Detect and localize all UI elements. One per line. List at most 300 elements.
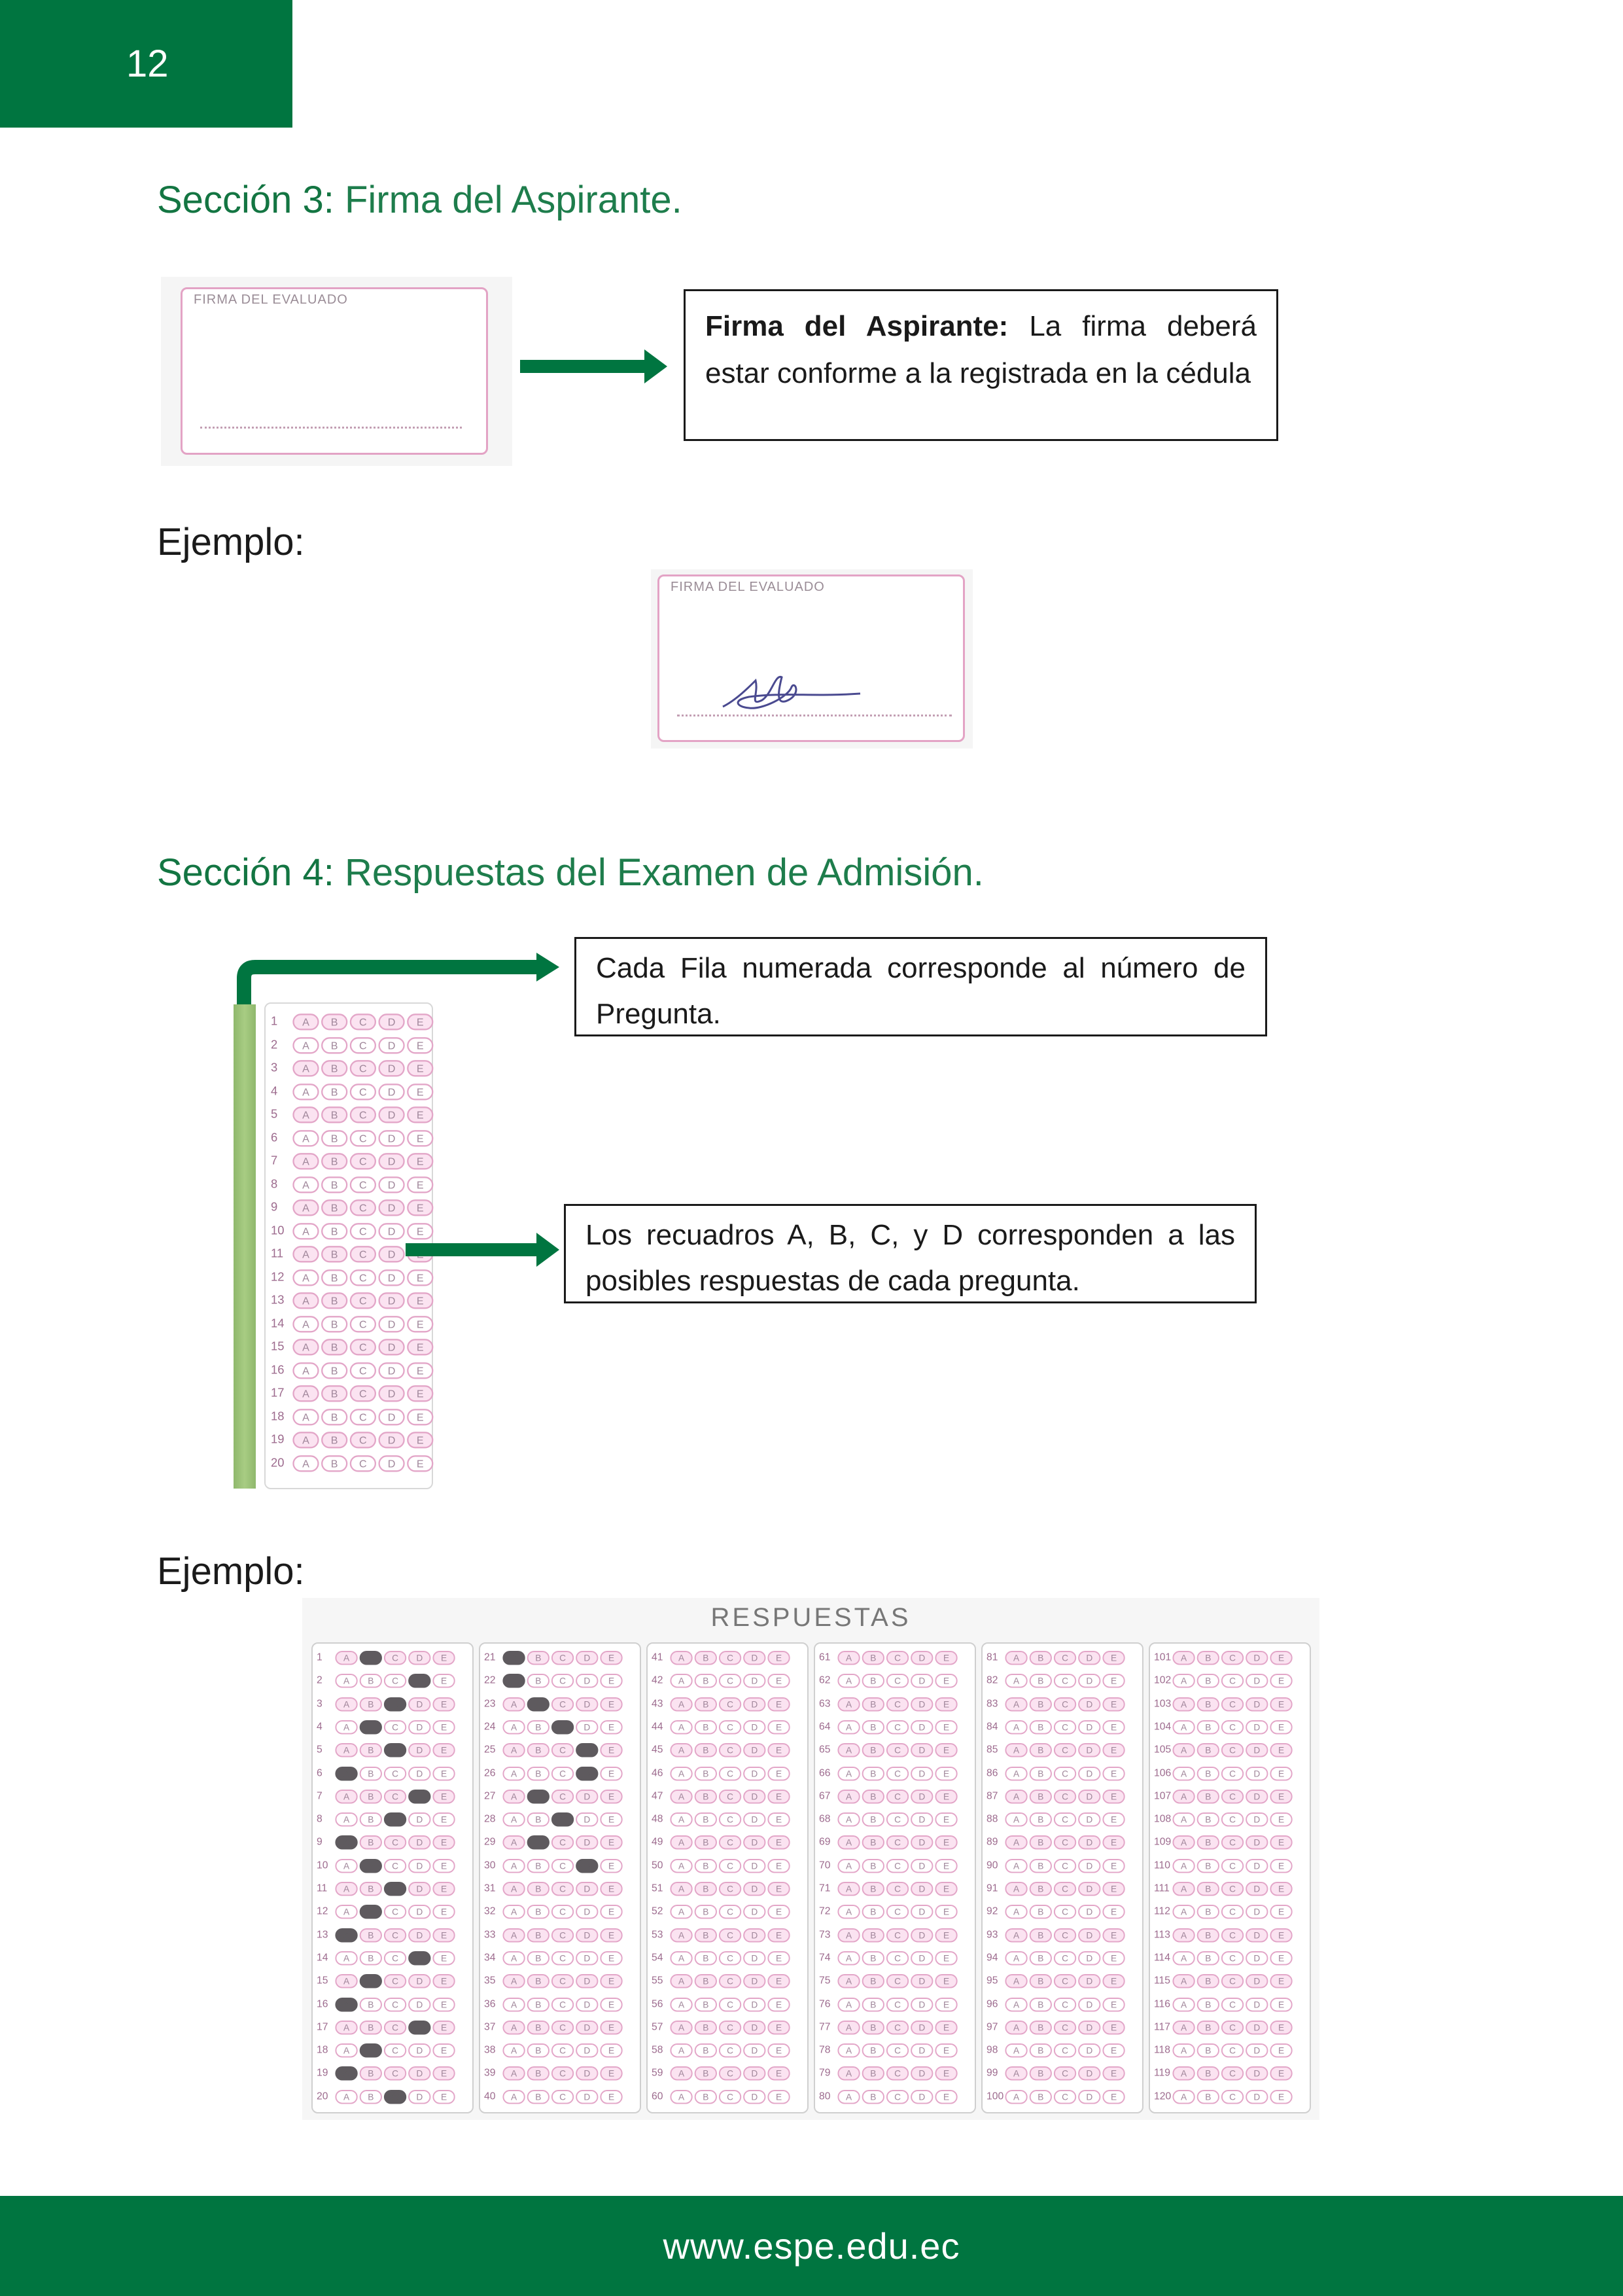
answer-bubble[interactable]: A bbox=[1005, 1905, 1027, 1919]
answer-bubble[interactable]: D bbox=[408, 1835, 430, 1850]
answer-bubble[interactable]: E bbox=[407, 1036, 433, 1053]
answer-bubble[interactable]: B bbox=[862, 1928, 884, 1942]
answer-bubble[interactable]: E bbox=[407, 1362, 433, 1378]
answer-bubble[interactable]: B bbox=[360, 2066, 382, 2081]
answer-bubble[interactable]: C bbox=[350, 1199, 376, 1216]
answer-bubble[interactable]: C bbox=[384, 2066, 406, 2081]
answer-bubble[interactable]: C bbox=[1054, 1951, 1076, 1965]
answer-bubble[interactable]: C bbox=[551, 1674, 574, 1688]
answer-bubble[interactable]: E bbox=[1102, 1858, 1125, 1873]
answer-bubble[interactable]: B bbox=[862, 1812, 884, 1827]
answer-bubble[interactable]: E bbox=[407, 1129, 433, 1146]
answer-bubble[interactable]: A bbox=[1172, 2066, 1195, 2081]
answer-bubble[interactable]: C bbox=[384, 1697, 406, 1711]
answer-bubble[interactable]: D bbox=[408, 1766, 430, 1780]
answer-bubble[interactable]: A bbox=[670, 1766, 692, 1780]
answer-bubble[interactable]: C bbox=[350, 1385, 376, 1402]
answer-bubble[interactable]: C bbox=[1221, 1951, 1244, 1965]
answer-bubble[interactable]: E bbox=[600, 2066, 622, 2081]
answer-bubble[interactable]: A bbox=[292, 1385, 319, 1402]
answer-bubble[interactable]: C bbox=[1054, 1766, 1076, 1780]
answer-bubble[interactable]: B bbox=[1197, 1789, 1219, 1803]
answer-bubble[interactable]: C bbox=[1054, 2043, 1076, 2058]
answer-bubble[interactable]: D bbox=[408, 2043, 430, 2058]
answer-bubble[interactable]: E bbox=[407, 1060, 433, 1076]
answer-bubble[interactable]: C bbox=[1221, 1674, 1244, 1688]
answer-bubble[interactable]: D bbox=[576, 1743, 598, 1757]
answer-bubble[interactable]: C bbox=[719, 1835, 741, 1850]
answer-bubble[interactable]: E bbox=[935, 1674, 957, 1688]
answer-bubble[interactable]: C bbox=[350, 1432, 376, 1448]
answer-bubble[interactable]: C bbox=[1221, 1858, 1244, 1873]
answer-bubble[interactable]: D bbox=[576, 1928, 598, 1942]
answer-bubble[interactable]: A bbox=[335, 1974, 357, 1988]
answer-bubble[interactable]: E bbox=[1102, 2043, 1125, 2058]
answer-bubble[interactable]: D bbox=[1078, 1674, 1100, 1688]
answer-bubble[interactable]: E bbox=[767, 1835, 790, 1850]
answer-bubble[interactable]: E bbox=[1270, 1905, 1292, 1919]
answer-bubble[interactable]: D bbox=[408, 1905, 430, 1919]
answer-bubble[interactable]: A bbox=[502, 1743, 525, 1757]
answer-bubble[interactable]: A bbox=[1172, 1905, 1195, 1919]
answer-bubble[interactable]: C bbox=[1221, 1720, 1244, 1734]
answer-bubble[interactable]: E bbox=[432, 1766, 455, 1780]
answer-bubble[interactable]: A bbox=[502, 2066, 525, 2081]
answer-bubble[interactable]: D bbox=[911, 1974, 933, 1988]
answer-bubble[interactable]: E bbox=[935, 1928, 957, 1942]
answer-bubble[interactable]: A bbox=[1172, 1858, 1195, 1873]
answer-bubble[interactable]: C bbox=[1054, 1674, 1076, 1688]
answer-bubble[interactable]: D bbox=[378, 1014, 404, 1030]
answer-bubble[interactable]: C bbox=[886, 1812, 909, 1827]
answer-bubble[interactable]: D bbox=[576, 1674, 598, 1688]
answer-bubble[interactable]: E bbox=[432, 1650, 455, 1665]
answer-bubble[interactable]: B bbox=[1030, 1789, 1052, 1803]
answer-bubble[interactable]: E bbox=[407, 1199, 433, 1216]
answer-bubble[interactable]: A bbox=[292, 1014, 319, 1030]
answer-bubble[interactable]: C bbox=[384, 1674, 406, 1688]
answer-bubble[interactable]: C bbox=[886, 1951, 909, 1965]
answer-bubble[interactable]: B bbox=[321, 1269, 347, 1285]
answer-bubble[interactable]: D bbox=[408, 1881, 430, 1896]
answer-bubble[interactable]: E bbox=[1270, 2043, 1292, 2058]
answer-bubble[interactable]: E bbox=[767, 1858, 790, 1873]
answer-bubble[interactable]: C bbox=[551, 1720, 574, 1734]
answer-bubble[interactable]: C bbox=[350, 1060, 376, 1076]
answer-bubble[interactable]: B bbox=[695, 1974, 717, 1988]
answer-bubble[interactable]: B bbox=[862, 2066, 884, 2081]
answer-bubble[interactable]: D bbox=[1078, 1951, 1100, 1965]
answer-bubble[interactable]: A bbox=[670, 1743, 692, 1757]
answer-bubble[interactable]: B bbox=[862, 1997, 884, 2011]
answer-bubble[interactable]: E bbox=[935, 2066, 957, 2081]
answer-bubble[interactable]: A bbox=[1172, 2043, 1195, 2058]
answer-bubble[interactable]: E bbox=[1270, 1881, 1292, 1896]
answer-bubble[interactable]: C bbox=[719, 1812, 741, 1827]
answer-bubble[interactable]: C bbox=[886, 1974, 909, 1988]
answer-bubble[interactable]: B bbox=[321, 1408, 347, 1424]
answer-bubble[interactable]: D bbox=[911, 2066, 933, 2081]
answer-bubble[interactable]: A bbox=[1172, 1743, 1195, 1757]
answer-bubble[interactable]: C bbox=[719, 2020, 741, 2034]
answer-bubble[interactable]: D bbox=[378, 1269, 404, 1285]
answer-bubble[interactable]: A bbox=[292, 1199, 319, 1216]
answer-bubble[interactable]: D bbox=[1078, 1743, 1100, 1757]
answer-bubble[interactable]: A bbox=[335, 2089, 357, 2104]
answer-bubble[interactable]: B bbox=[862, 1905, 884, 1919]
answer-bubble[interactable]: A bbox=[335, 1650, 357, 1665]
answer-bubble[interactable]: C bbox=[384, 1997, 406, 2011]
answer-bubble[interactable]: B bbox=[1197, 1997, 1219, 2011]
answer-bubble[interactable]: E bbox=[1102, 1881, 1125, 1896]
answer-bubble[interactable]: A bbox=[502, 2043, 525, 2058]
answer-bubble[interactable]: A bbox=[1005, 2089, 1027, 2104]
answer-bubble[interactable]: C bbox=[886, 1650, 909, 1665]
answer-bubble[interactable]: B bbox=[527, 1766, 550, 1780]
answer-bubble[interactable]: D bbox=[911, 1835, 933, 1850]
answer-bubble[interactable]: E bbox=[1102, 1674, 1125, 1688]
answer-bubble[interactable]: A bbox=[670, 1905, 692, 1919]
answer-bubble[interactable]: A bbox=[837, 1812, 860, 1827]
answer-bubble[interactable]: B bbox=[321, 1083, 347, 1099]
answer-bubble[interactable]: E bbox=[1270, 1974, 1292, 1988]
answer-bubble[interactable]: E bbox=[1270, 1766, 1292, 1780]
answer-bubble[interactable]: B bbox=[360, 1789, 382, 1803]
answer-bubble[interactable]: D bbox=[743, 1697, 765, 1711]
answer-bubble[interactable]: C bbox=[1054, 1697, 1076, 1711]
answer-bubble[interactable]: E bbox=[935, 1858, 957, 1873]
answer-bubble[interactable]: A bbox=[335, 2043, 357, 2058]
answer-bubble[interactable]: E bbox=[935, 1650, 957, 1665]
answer-bubble[interactable]: C bbox=[886, 1674, 909, 1688]
answer-bubble[interactable]: E bbox=[407, 1292, 433, 1309]
answer-bubble[interactable]: C bbox=[384, 1951, 406, 1965]
answer-bubble[interactable]: D bbox=[743, 2020, 765, 2034]
answer-bubble[interactable]: E bbox=[935, 1997, 957, 2011]
answer-bubble[interactable]: D bbox=[378, 1385, 404, 1402]
answer-bubble[interactable]: A bbox=[837, 1650, 860, 1665]
answer-bubble[interactable]: B bbox=[527, 1812, 550, 1827]
answer-bubble[interactable]: C bbox=[719, 1743, 741, 1757]
answer-bubble[interactable]: C bbox=[719, 1720, 741, 1734]
answer-bubble[interactable]: E bbox=[432, 1720, 455, 1734]
answer-bubble[interactable]: A bbox=[502, 1674, 525, 1688]
answer-bubble[interactable]: C bbox=[1221, 1974, 1244, 1988]
answer-bubble[interactable]: E bbox=[432, 1997, 455, 2011]
answer-bubble[interactable]: E bbox=[600, 1997, 622, 2011]
answer-bubble[interactable]: D bbox=[378, 1362, 404, 1378]
answer-bubble[interactable]: C bbox=[886, 1720, 909, 1734]
answer-bubble[interactable]: A bbox=[1005, 2043, 1027, 2058]
answer-bubble[interactable]: B bbox=[1197, 1674, 1219, 1688]
answer-bubble[interactable]: B bbox=[527, 1697, 550, 1711]
answer-bubble[interactable]: C bbox=[1054, 1743, 1076, 1757]
answer-bubble[interactable]: C bbox=[384, 1835, 406, 1850]
answer-bubble[interactable]: E bbox=[767, 1974, 790, 1988]
answer-bubble[interactable]: A bbox=[1172, 1835, 1195, 1850]
answer-bubble[interactable]: C bbox=[350, 1153, 376, 1169]
answer-bubble[interactable]: E bbox=[407, 1408, 433, 1424]
answer-bubble[interactable]: D bbox=[911, 1720, 933, 1734]
answer-bubble[interactable]: D bbox=[743, 1881, 765, 1896]
answer-bubble[interactable]: B bbox=[1030, 1928, 1052, 1942]
answer-bubble[interactable]: C bbox=[551, 1835, 574, 1850]
answer-bubble[interactable]: C bbox=[719, 1766, 741, 1780]
answer-bubble[interactable]: A bbox=[837, 2089, 860, 2104]
answer-bubble[interactable]: A bbox=[670, 1858, 692, 1873]
answer-bubble[interactable]: A bbox=[335, 1997, 357, 2011]
answer-bubble[interactable]: C bbox=[719, 2066, 741, 2081]
answer-bubble[interactable]: A bbox=[837, 1858, 860, 1873]
answer-bubble[interactable]: D bbox=[911, 1997, 933, 2011]
answer-bubble[interactable]: A bbox=[292, 1315, 319, 1332]
answer-bubble[interactable]: A bbox=[670, 1928, 692, 1942]
answer-bubble[interactable]: A bbox=[1172, 1650, 1195, 1665]
answer-bubble[interactable]: B bbox=[360, 1697, 382, 1711]
answer-bubble[interactable]: B bbox=[527, 1881, 550, 1896]
answer-bubble[interactable]: A bbox=[502, 1835, 525, 1850]
answer-bubble[interactable]: E bbox=[1270, 1997, 1292, 2011]
answer-bubble[interactable]: D bbox=[911, 1789, 933, 1803]
answer-bubble[interactable]: B bbox=[360, 1835, 382, 1850]
answer-bubble[interactable]: D bbox=[743, 1674, 765, 1688]
answer-bubble[interactable]: E bbox=[432, 1697, 455, 1711]
answer-bubble[interactable]: E bbox=[432, 2043, 455, 2058]
answer-bubble[interactable]: B bbox=[321, 1176, 347, 1192]
answer-bubble[interactable]: E bbox=[935, 1905, 957, 1919]
answer-bubble[interactable]: D bbox=[743, 1905, 765, 1919]
answer-bubble[interactable]: D bbox=[576, 1812, 598, 1827]
answer-bubble[interactable]: D bbox=[1246, 1674, 1268, 1688]
answer-bubble[interactable]: C bbox=[1054, 2020, 1076, 2034]
answer-bubble[interactable]: D bbox=[378, 1246, 404, 1262]
answer-bubble[interactable]: D bbox=[911, 1766, 933, 1780]
answer-bubble[interactable]: B bbox=[527, 2020, 550, 2034]
answer-bubble[interactable]: D bbox=[743, 2043, 765, 2058]
answer-bubble[interactable]: C bbox=[551, 1766, 574, 1780]
answer-bubble[interactable]: E bbox=[600, 1766, 622, 1780]
answer-bubble[interactable]: E bbox=[432, 1789, 455, 1803]
answer-bubble[interactable]: D bbox=[1246, 2020, 1268, 2034]
answer-bubble[interactable]: A bbox=[502, 1812, 525, 1827]
answer-bubble[interactable]: A bbox=[292, 1106, 319, 1123]
answer-bubble[interactable]: E bbox=[432, 1858, 455, 1873]
answer-bubble[interactable]: C bbox=[350, 1036, 376, 1053]
answer-bubble[interactable]: E bbox=[432, 1974, 455, 1988]
answer-bubble[interactable]: A bbox=[1172, 1720, 1195, 1734]
answer-bubble[interactable]: D bbox=[576, 1997, 598, 2011]
answer-bubble[interactable]: C bbox=[1054, 1928, 1076, 1942]
answer-bubble[interactable]: C bbox=[1221, 1650, 1244, 1665]
answer-bubble[interactable]: A bbox=[335, 1766, 357, 1780]
answer-bubble[interactable]: D bbox=[408, 2089, 430, 2104]
answer-bubble[interactable]: E bbox=[1270, 1951, 1292, 1965]
answer-bubble[interactable]: C bbox=[551, 1905, 574, 1919]
answer-bubble[interactable]: D bbox=[408, 1650, 430, 1665]
answer-bubble[interactable]: B bbox=[695, 1928, 717, 1942]
answer-bubble[interactable]: C bbox=[886, 2089, 909, 2104]
answer-bubble[interactable]: D bbox=[743, 1789, 765, 1803]
answer-bubble[interactable]: B bbox=[527, 1650, 550, 1665]
answer-bubble[interactable]: A bbox=[837, 1928, 860, 1942]
answer-bubble[interactable]: B bbox=[527, 1789, 550, 1803]
answer-bubble[interactable]: C bbox=[886, 1789, 909, 1803]
answer-bubble[interactable]: B bbox=[695, 1674, 717, 1688]
answer-bubble[interactable]: D bbox=[1246, 1835, 1268, 1850]
answer-bubble[interactable]: D bbox=[911, 1812, 933, 1827]
answer-bubble[interactable]: E bbox=[767, 2066, 790, 2081]
answer-bubble[interactable]: D bbox=[743, 1766, 765, 1780]
answer-bubble[interactable]: E bbox=[1102, 1974, 1125, 1988]
answer-bubble[interactable]: B bbox=[862, 1743, 884, 1757]
answer-bubble[interactable]: E bbox=[600, 1674, 622, 1688]
answer-bubble[interactable]: C bbox=[886, 1743, 909, 1757]
answer-bubble[interactable]: C bbox=[1054, 1650, 1076, 1665]
answer-bubble[interactable]: B bbox=[862, 1835, 884, 1850]
answer-bubble[interactable]: A bbox=[292, 1036, 319, 1053]
answer-bubble[interactable]: D bbox=[576, 2089, 598, 2104]
answer-bubble[interactable]: C bbox=[886, 1697, 909, 1711]
answer-bubble[interactable]: A bbox=[670, 1997, 692, 2011]
answer-bubble[interactable]: B bbox=[360, 2043, 382, 2058]
answer-bubble[interactable]: A bbox=[1005, 2020, 1027, 2034]
answer-bubble[interactable]: B bbox=[527, 1905, 550, 1919]
answer-bubble[interactable]: E bbox=[935, 1974, 957, 1988]
answer-bubble[interactable]: D bbox=[576, 1905, 598, 1919]
answer-bubble[interactable]: C bbox=[384, 1974, 406, 1988]
answer-bubble[interactable]: B bbox=[862, 1789, 884, 1803]
answer-bubble[interactable]: B bbox=[360, 1743, 382, 1757]
answer-bubble[interactable]: D bbox=[408, 1697, 430, 1711]
answer-bubble[interactable]: C bbox=[350, 1362, 376, 1378]
answer-bubble[interactable]: A bbox=[335, 1720, 357, 1734]
answer-bubble[interactable]: A bbox=[502, 2089, 525, 2104]
answer-bubble[interactable]: A bbox=[292, 1129, 319, 1146]
answer-bubble[interactable]: D bbox=[408, 1812, 430, 1827]
answer-bubble[interactable]: E bbox=[1270, 1743, 1292, 1757]
answer-bubble[interactable]: D bbox=[1078, 1905, 1100, 1919]
answer-bubble[interactable]: B bbox=[695, 1951, 717, 1965]
answer-bubble[interactable]: C bbox=[551, 1951, 574, 1965]
answer-bubble[interactable]: B bbox=[321, 1153, 347, 1169]
answer-bubble[interactable]: D bbox=[576, 1650, 598, 1665]
answer-bubble[interactable]: D bbox=[408, 1858, 430, 1873]
answer-bubble[interactable]: B bbox=[360, 1766, 382, 1780]
answer-bubble[interactable]: A bbox=[837, 1905, 860, 1919]
answer-bubble[interactable]: C bbox=[1221, 2066, 1244, 2081]
answer-bubble[interactable]: E bbox=[1270, 1789, 1292, 1803]
answer-bubble[interactable]: C bbox=[350, 1408, 376, 1424]
answer-bubble[interactable]: A bbox=[335, 1928, 357, 1942]
answer-bubble[interactable]: E bbox=[1102, 1812, 1125, 1827]
answer-bubble[interactable]: A bbox=[837, 1881, 860, 1896]
answer-bubble[interactable]: B bbox=[321, 1455, 347, 1471]
answer-bubble[interactable]: C bbox=[1054, 1974, 1076, 1988]
answer-bubble[interactable]: B bbox=[862, 2020, 884, 2034]
answer-bubble[interactable]: C bbox=[350, 1292, 376, 1309]
answer-bubble[interactable]: E bbox=[767, 1881, 790, 1896]
answer-bubble[interactable]: E bbox=[407, 1153, 433, 1169]
answer-bubble[interactable]: D bbox=[1078, 1928, 1100, 1942]
answer-bubble[interactable]: D bbox=[378, 1455, 404, 1471]
answer-bubble[interactable]: A bbox=[1005, 1928, 1027, 1942]
answer-bubble[interactable]: B bbox=[1030, 2089, 1052, 2104]
answer-bubble[interactable]: B bbox=[321, 1339, 347, 1355]
answer-bubble[interactable]: C bbox=[886, 1858, 909, 1873]
answer-bubble[interactable]: D bbox=[911, 1650, 933, 1665]
answer-bubble[interactable]: B bbox=[321, 1385, 347, 1402]
answer-bubble[interactable]: C bbox=[1221, 1766, 1244, 1780]
answer-bubble[interactable]: D bbox=[911, 1697, 933, 1711]
answer-bubble[interactable]: E bbox=[600, 1858, 622, 1873]
answer-bubble[interactable]: C bbox=[551, 2066, 574, 2081]
answer-bubble[interactable]: C bbox=[384, 1881, 406, 1896]
answer-bubble[interactable]: A bbox=[292, 1153, 319, 1169]
answer-bubble[interactable]: E bbox=[767, 1812, 790, 1827]
answer-bubble[interactable]: B bbox=[1030, 1951, 1052, 1965]
answer-bubble[interactable]: E bbox=[767, 1674, 790, 1688]
answer-bubble[interactable]: B bbox=[1030, 1812, 1052, 1827]
answer-bubble[interactable]: B bbox=[695, 1697, 717, 1711]
answer-bubble[interactable]: B bbox=[1030, 2043, 1052, 2058]
answer-bubble[interactable]: A bbox=[335, 1697, 357, 1711]
answer-bubble[interactable]: C bbox=[384, 2043, 406, 2058]
answer-bubble[interactable]: C bbox=[1221, 1881, 1244, 1896]
answer-bubble[interactable]: D bbox=[1246, 1905, 1268, 1919]
answer-bubble[interactable]: A bbox=[1005, 1743, 1027, 1757]
answer-bubble[interactable]: B bbox=[695, 2066, 717, 2081]
answer-bubble[interactable]: B bbox=[321, 1315, 347, 1332]
answer-bubble[interactable]: E bbox=[767, 1905, 790, 1919]
answer-bubble[interactable]: E bbox=[432, 2066, 455, 2081]
answer-bubble[interactable]: D bbox=[408, 1997, 430, 2011]
answer-bubble[interactable]: B bbox=[1030, 1674, 1052, 1688]
answer-bubble[interactable]: E bbox=[767, 2043, 790, 2058]
answer-bubble[interactable]: A bbox=[837, 2043, 860, 2058]
answer-bubble[interactable]: D bbox=[1078, 2089, 1100, 2104]
answer-bubble[interactable]: B bbox=[1197, 1812, 1219, 1827]
answer-bubble[interactable]: A bbox=[502, 1881, 525, 1896]
answer-bubble[interactable]: B bbox=[321, 1362, 347, 1378]
answer-bubble[interactable]: E bbox=[935, 1951, 957, 1965]
answer-bubble[interactable]: D bbox=[911, 1951, 933, 1965]
answer-bubble[interactable]: D bbox=[408, 1674, 430, 1688]
answer-bubble[interactable]: E bbox=[1102, 1720, 1125, 1734]
answer-bubble[interactable]: B bbox=[527, 1928, 550, 1942]
answer-bubble[interactable]: C bbox=[384, 1905, 406, 1919]
answer-bubble[interactable]: D bbox=[1078, 1858, 1100, 1873]
answer-bubble[interactable]: E bbox=[600, 1974, 622, 1988]
answer-bubble[interactable]: A bbox=[670, 1697, 692, 1711]
answer-bubble[interactable]: A bbox=[1172, 1766, 1195, 1780]
answer-bubble[interactable]: C bbox=[886, 1928, 909, 1942]
answer-bubble[interactable]: D bbox=[911, 1928, 933, 1942]
answer-bubble[interactable]: B bbox=[321, 1036, 347, 1053]
answer-bubble[interactable]: D bbox=[743, 1812, 765, 1827]
answer-bubble[interactable]: E bbox=[935, 1881, 957, 1896]
answer-bubble[interactable]: E bbox=[1270, 2020, 1292, 2034]
answer-bubble[interactable]: D bbox=[378, 1339, 404, 1355]
answer-bubble[interactable]: B bbox=[527, 1858, 550, 1873]
answer-bubble[interactable]: D bbox=[576, 2066, 598, 2081]
answer-bubble[interactable]: C bbox=[551, 1858, 574, 1873]
answer-bubble[interactable]: D bbox=[743, 1997, 765, 2011]
answer-bubble[interactable]: C bbox=[350, 1014, 376, 1030]
answer-bubble[interactable]: C bbox=[1221, 1789, 1244, 1803]
answer-bubble[interactable]: E bbox=[432, 1835, 455, 1850]
answer-bubble[interactable]: E bbox=[1270, 1697, 1292, 1711]
answer-bubble[interactable]: A bbox=[670, 1789, 692, 1803]
